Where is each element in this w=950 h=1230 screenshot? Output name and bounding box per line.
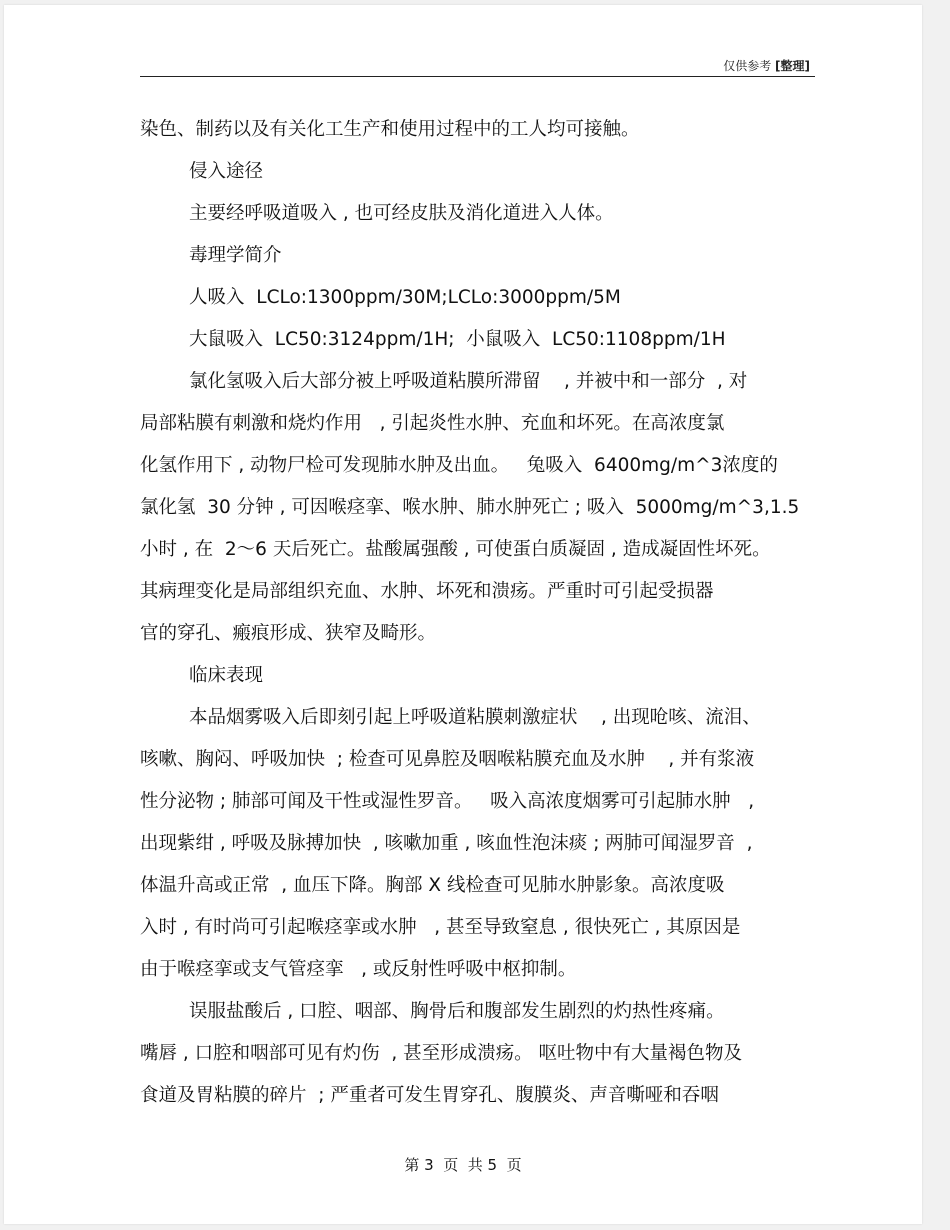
text-line: 误服盐酸后 , 口腔、咽部、胸骨后和腹部发生剧烈的灼热性疼痛。: [189, 1001, 725, 1022]
text-line: 大鼠吸入 LC50:3124ppm/1H; 小鼠吸入 LC50:1108ppm/1H: [189, 329, 726, 350]
text-line: 入时 , 有时尚可引起喉痉挛或水肿 , 甚至导致窒息 , 很快死亡 , 其原因是: [140, 917, 741, 938]
text-line: 由于喉痉挛或支气管痉挛 , 或反射性呼吸中枢抑制。: [140, 959, 577, 980]
text-line: 小时 , 在 2～6 天后死亡。盐酸属强酸 , 可使蛋白质凝固 , 造成凝固性坏死。: [140, 539, 771, 560]
text-line: 嘴唇 , 口腔和咽部可见有灼伤 , 甚至形成溃疡。 呕吐物中有大量褐色物及: [140, 1043, 743, 1064]
text-line: 食道及胃粘膜的碎片 ; 严重者可发生胃穿孔、腹膜炎、声音嘶哑和吞咽: [140, 1085, 719, 1106]
text-line: 染色、制药以及有关化工生产和使用过程中的工人均可接触。: [140, 119, 640, 140]
text-line: 主要经呼吸道吸入 , 也可经皮肤及消化道进入人体。: [189, 203, 614, 224]
section-heading-toxicology: 毒理学简介: [189, 245, 282, 266]
header-rule: [140, 76, 815, 77]
text-line: 化氢作用下 , 动物尸检可发现肺水肿及出血。 兔吸入 6400mg/m^3浓度的: [140, 455, 778, 476]
header-tag: [整理]: [775, 59, 810, 73]
text-line: 局部粘膜有刺激和烧灼作用 , 引起炎性水肿、充血和坏死。在高浓度氯: [140, 413, 725, 434]
page-footer: 第 3 页 共 5 页: [404, 1156, 522, 1174]
document-page: [4, 5, 922, 1224]
text-line: 出现紫绀 , 呼吸及脉搏加快 , 咳嗽加重 , 咳血性泡沫痰 ; 两肺可闻湿罗音 ,: [140, 833, 753, 854]
text-line: 咳嗽、胸闷、呼吸加快 ; 检查可见鼻腔及咽喉粘膜充血及水肿 , 并有浆液: [140, 749, 755, 770]
page-header: [723, 57, 810, 74]
section-heading-invasion-route: 侵入途径: [189, 161, 264, 182]
text-line: 本品烟雾吸入后即刻引起上呼吸道粘膜刺激症状 , 出现呛咳、流泪、: [189, 707, 761, 728]
header-label: 仅供参考: [723, 59, 776, 73]
text-line: 官的穿孔、瘢痕形成、狭窄及畸形。: [140, 623, 437, 644]
text-line: 体温升高或正常 , 血压下降。胸部 X 线检查可见肺水肿影象。高浓度吸: [140, 875, 725, 896]
text-line: 性分泌物 ; 肺部可闻及干性或湿性罗音。 吸入高浓度烟雾可引起肺水肿 ,: [140, 791, 755, 812]
text-line: 其病理变化是局部组织充血、水肿、坏死和溃疡。严重时可引起受损器: [140, 581, 714, 602]
text-line: 氯化氢 30 分钟 , 可因喉痉挛、喉水肿、肺水肿死亡 ; 吸入 5000mg/m^3,1.5: [140, 497, 800, 518]
text-line: 人吸入 LCLo:1300ppm/30M;LCLo:3000ppm/5M: [189, 287, 621, 308]
section-heading-clinical: 临床表现: [189, 665, 264, 686]
text-line: 氯化氢吸入后大部分被上呼吸道粘膜所滞留 , 并被中和一部分 , 对: [189, 371, 748, 392]
